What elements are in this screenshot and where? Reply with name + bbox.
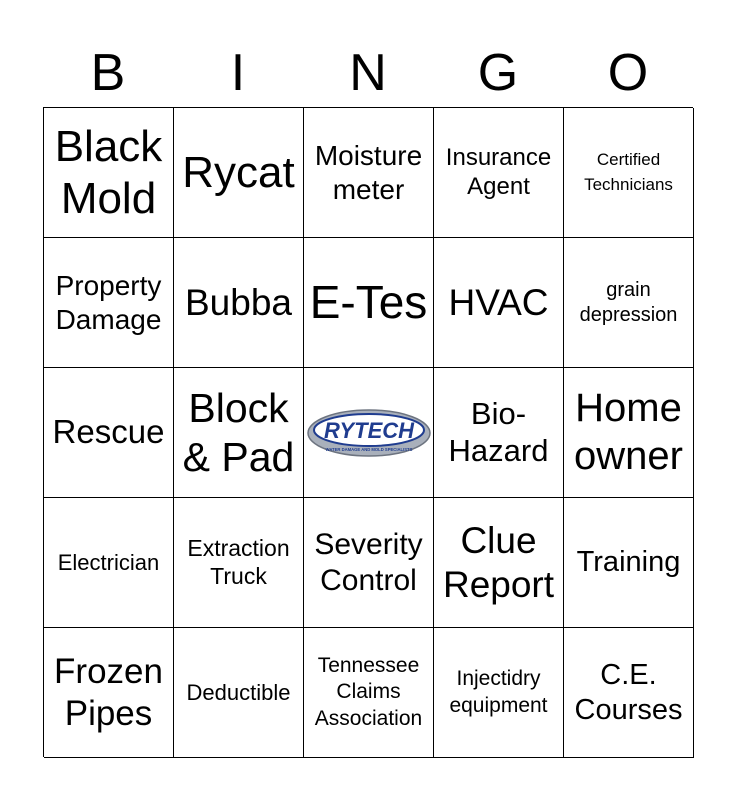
bingo-cell[interactable]: Moisture meter xyxy=(304,108,434,238)
bingo-cell[interactable]: Electrician xyxy=(44,498,174,628)
bingo-cell[interactable]: Extraction Truck xyxy=(174,498,304,628)
free-space[interactable] xyxy=(304,368,434,498)
bingo-board xyxy=(43,107,693,757)
bingo-cell[interactable]: C.E. Courses xyxy=(564,628,694,758)
bingo-cell[interactable]: Bio-Hazard xyxy=(434,368,564,498)
bingo-cell[interactable]: Training xyxy=(564,498,694,628)
bingo-cell[interactable]: Rescue xyxy=(44,368,174,498)
bingo-cell[interactable]: grain depression xyxy=(564,238,694,368)
bingo-cell[interactable]: Home owner xyxy=(564,368,694,498)
bingo-cell[interactable]: Certified Technicians xyxy=(564,108,694,238)
bingo-cell[interactable]: Deductible xyxy=(174,628,304,758)
header-letter-o: O xyxy=(607,44,649,102)
bingo-cell[interactable]: Injectidry equipment xyxy=(434,628,564,758)
bingo-cell[interactable]: Tennessee Claims Association xyxy=(304,628,434,758)
bingo-cell[interactable]: Insurance Agent xyxy=(434,108,564,238)
header-letter-n: N xyxy=(349,44,387,102)
bingo-cell[interactable]: Black Mold xyxy=(44,108,174,238)
bingo-cell[interactable]: Block & Pad xyxy=(174,368,304,498)
bingo-cell[interactable]: Rycat xyxy=(174,108,304,238)
header-letter-b: B xyxy=(90,44,126,102)
logo-wordmark: RYTECH xyxy=(323,417,414,443)
bingo-cell[interactable]: E-Tes xyxy=(304,238,434,368)
rytech-logo-icon xyxy=(306,408,432,458)
header-letter-g: G xyxy=(477,44,519,102)
header-letter-i: I xyxy=(230,44,246,102)
logo-tagline: WATER DAMAGE AND MOLD SPECIALISTS xyxy=(325,446,412,452)
bingo-cell[interactable]: HVAC xyxy=(434,238,564,368)
bingo-cell[interactable]: Frozen Pipes xyxy=(44,628,174,758)
bingo-cell[interactable]: Clue Report xyxy=(434,498,564,628)
bingo-cell[interactable]: Bubba xyxy=(174,238,304,368)
bingo-cell[interactable]: Property Damage xyxy=(44,238,174,368)
bingo-cell[interactable]: Severity Control xyxy=(304,498,434,628)
bingo-header xyxy=(43,40,693,106)
